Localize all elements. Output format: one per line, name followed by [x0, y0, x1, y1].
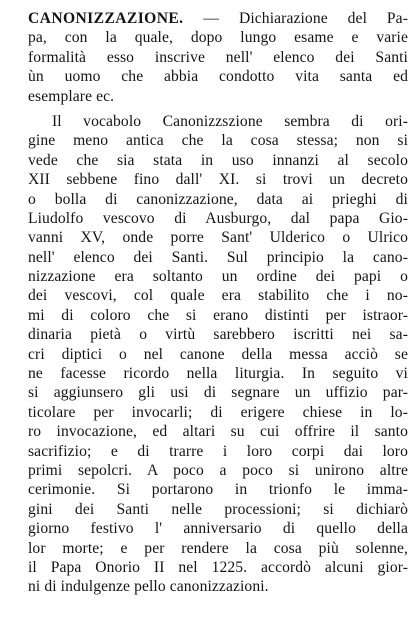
body-line: il Papa Onorio II nel 1225. accordò alcuni gior-	[28, 558, 408, 576]
definition-line: pa, con la quale, dopo lungo esame e varie	[28, 29, 408, 47]
body-line: ni di indulgenze pello canonizzazioni.	[28, 578, 269, 596]
entry-headword: CANONIZZAZIONE.	[28, 10, 184, 27]
body-line: giorno festivo l' anniversario di quello della	[28, 520, 408, 538]
body-paragraph	[28, 112, 408, 597]
body-line: ticolare per invocarli; di erigere chiese in lo-	[28, 403, 408, 421]
body-line: mi di coloro che si erano distinti per istraor-	[28, 306, 408, 324]
body-line: primi sepolcri. A poco a poco si unirono altre	[28, 461, 408, 479]
body-line: ne facesse ricordo nella liturgia. In seguito vi	[28, 365, 408, 383]
body-line: Liudolfo vescovo di Ausburgo, dal papa Gio-	[28, 209, 408, 227]
body-line: ro invocazione, ed altari su cui offrire il santo	[28, 423, 408, 441]
body-line: nell' elenco dei Santi. Sul principio la cano-	[28, 248, 408, 266]
definition-line-start: — Dichiarazione del Pa-	[183, 10, 408, 27]
body-line: dei vescovi, col quale era stabilito che i no-	[28, 287, 408, 305]
body-line: cri diptici o nel canone della messa acciò se	[28, 345, 408, 363]
definition-line: ùn uomo che abbia condotto vita santa ed	[28, 68, 408, 86]
body-line: o bolla di canonizzazione, data ai prieghi di	[28, 190, 408, 208]
dictionary-entry	[28, 9, 408, 597]
body-line: gini dei Santi nelle processioni; si dichiarò	[28, 500, 408, 518]
body-line: sacrifizio; e di trarre i loro corpi dai loro	[28, 442, 408, 460]
body-line: lor morte; e per rendere la cosa più solenne,	[28, 539, 408, 557]
definition-line: esemplare ec.	[28, 87, 115, 105]
body-line: cerimonie. Si portarono in trionfo le imma-	[28, 481, 408, 499]
body-line: XII sebbene fino dall' XI. si trovi un decreto	[28, 171, 408, 189]
body-line: si aggiunsero gli usi di segnare un uffizio par-	[28, 384, 408, 402]
definition-paragraph	[28, 9, 408, 106]
definition-line	[28, 9, 408, 28]
body-line: Il vocabolo Canonizzszione sembra di ori-	[52, 112, 408, 130]
body-line: dinaria pietà o virtù sarebbero iscritti nei sa-	[28, 326, 408, 344]
definition-line: formalità esso inscrive nell' elenco dei Santi	[28, 48, 408, 66]
body-line: vanni XV, onde porre Sant' Ulderico o Ulrico	[28, 229, 408, 247]
body-line: vede che sia stata in uso innanzi al secolo	[28, 151, 408, 169]
body-line: nizzazione era soltanto un ordine dei papi o	[28, 268, 408, 286]
body-line: gine meno antica che la cosa stessa; non si	[28, 132, 408, 150]
